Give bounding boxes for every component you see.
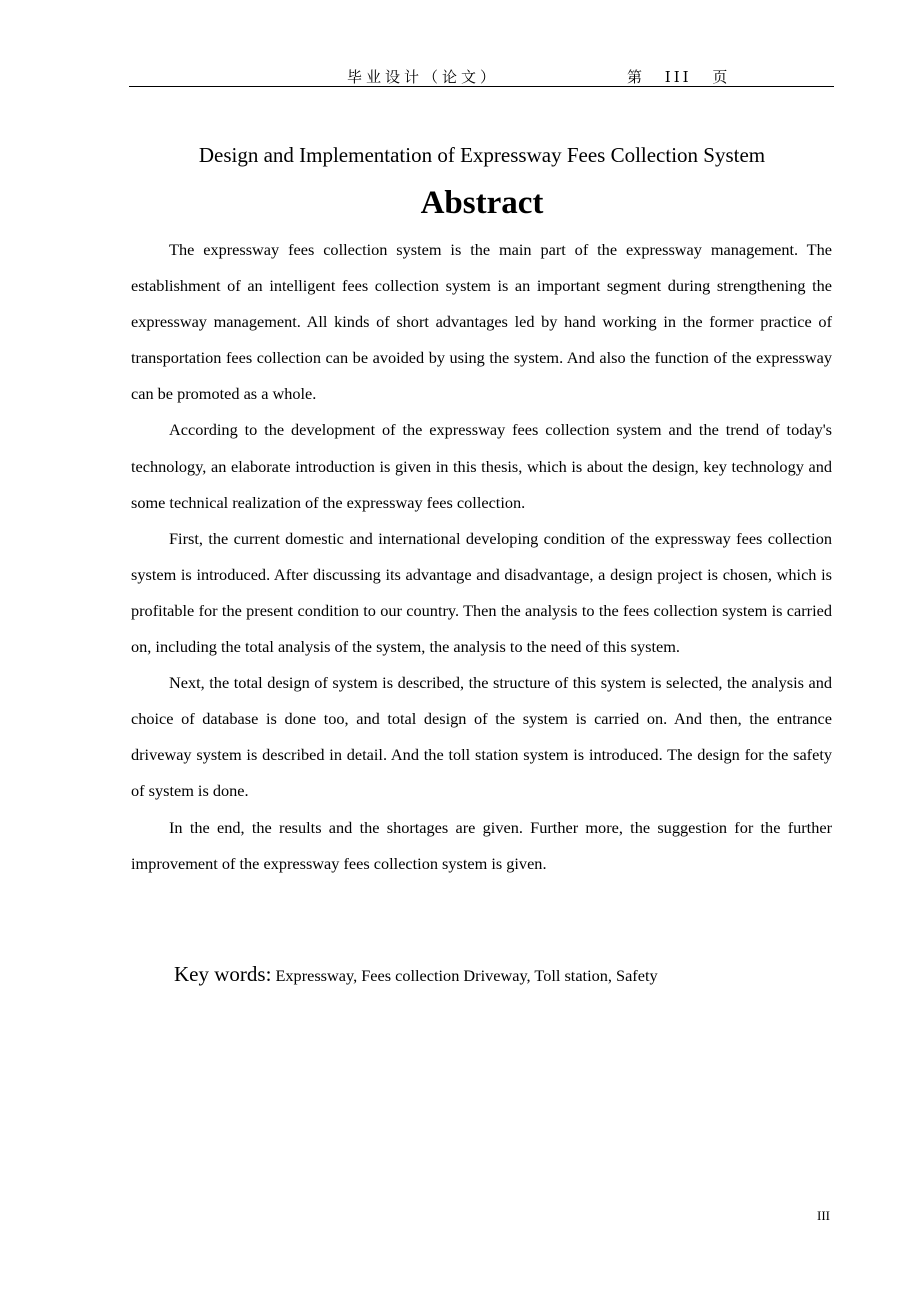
- page-header: [129, 62, 834, 87]
- abstract-paragraph-5: In the end, the results and the shortages are given. Further more, the suggestion for the further improvement of the expressway fees collection system is given.: [131, 817, 832, 873]
- abstract-paragraph-3: First, the current domestic and international developing condition of the expressway fees collection system is introduced. After discussing its advantage and disadvantage, a design project is chosen, which is profitable for the present condition to our country. Then the analysis to the fees collection system is carried on, including the total analysis of the system, the analysis to the need of this system.: [131, 528, 832, 657]
- header-page-number: III: [664, 68, 692, 86]
- keywords-label: Key words:: [174, 962, 272, 986]
- keywords-line: [174, 962, 658, 987]
- header-page-indicator: [627, 66, 729, 87]
- abstract-paragraph-1: The expressway fees collection system is the main part of the expressway management. The establishment of an intelligent fees collection system is an important segment during strengthening the expressway management. All kinds of short advantages led by hand working in the former practice of transportation fees collection can be avoided by using the system. And also the function of the expressway can be promoted as a whole.: [131, 240, 832, 404]
- abstract-heading: Abstract: [420, 185, 544, 221]
- abstract-paragraph-4: Next, the total design of system is described, the structure of this system is selected, the analysis and choice of database is done too, and total design of the system is carried on. And then, the entrance driveway system is described in detail. And the toll station system is introduced. The design for the safety of system is done.: [131, 673, 832, 801]
- thesis-title: Design and Implementation of Expressway Fees Collection System: [198, 143, 766, 167]
- footer-page-number: III: [817, 1208, 830, 1223]
- header-page-suffix: 页: [712, 68, 730, 86]
- header-page-prefix: 第: [627, 68, 645, 86]
- abstract-paragraph-2: According to the development of the expressway fees collection system and the trend of today's technology, an elaborate introduction is given in this thesis, which is about the design, key technology and some technical realization of the expressway fees collection.: [131, 420, 832, 512]
- abstract-body: [131, 232, 832, 882]
- keywords-text: Expressway, Fees collection Driveway, Toll station, Safety: [271, 966, 658, 985]
- header-thesis-label: 毕业设计（论文）: [347, 68, 500, 86]
